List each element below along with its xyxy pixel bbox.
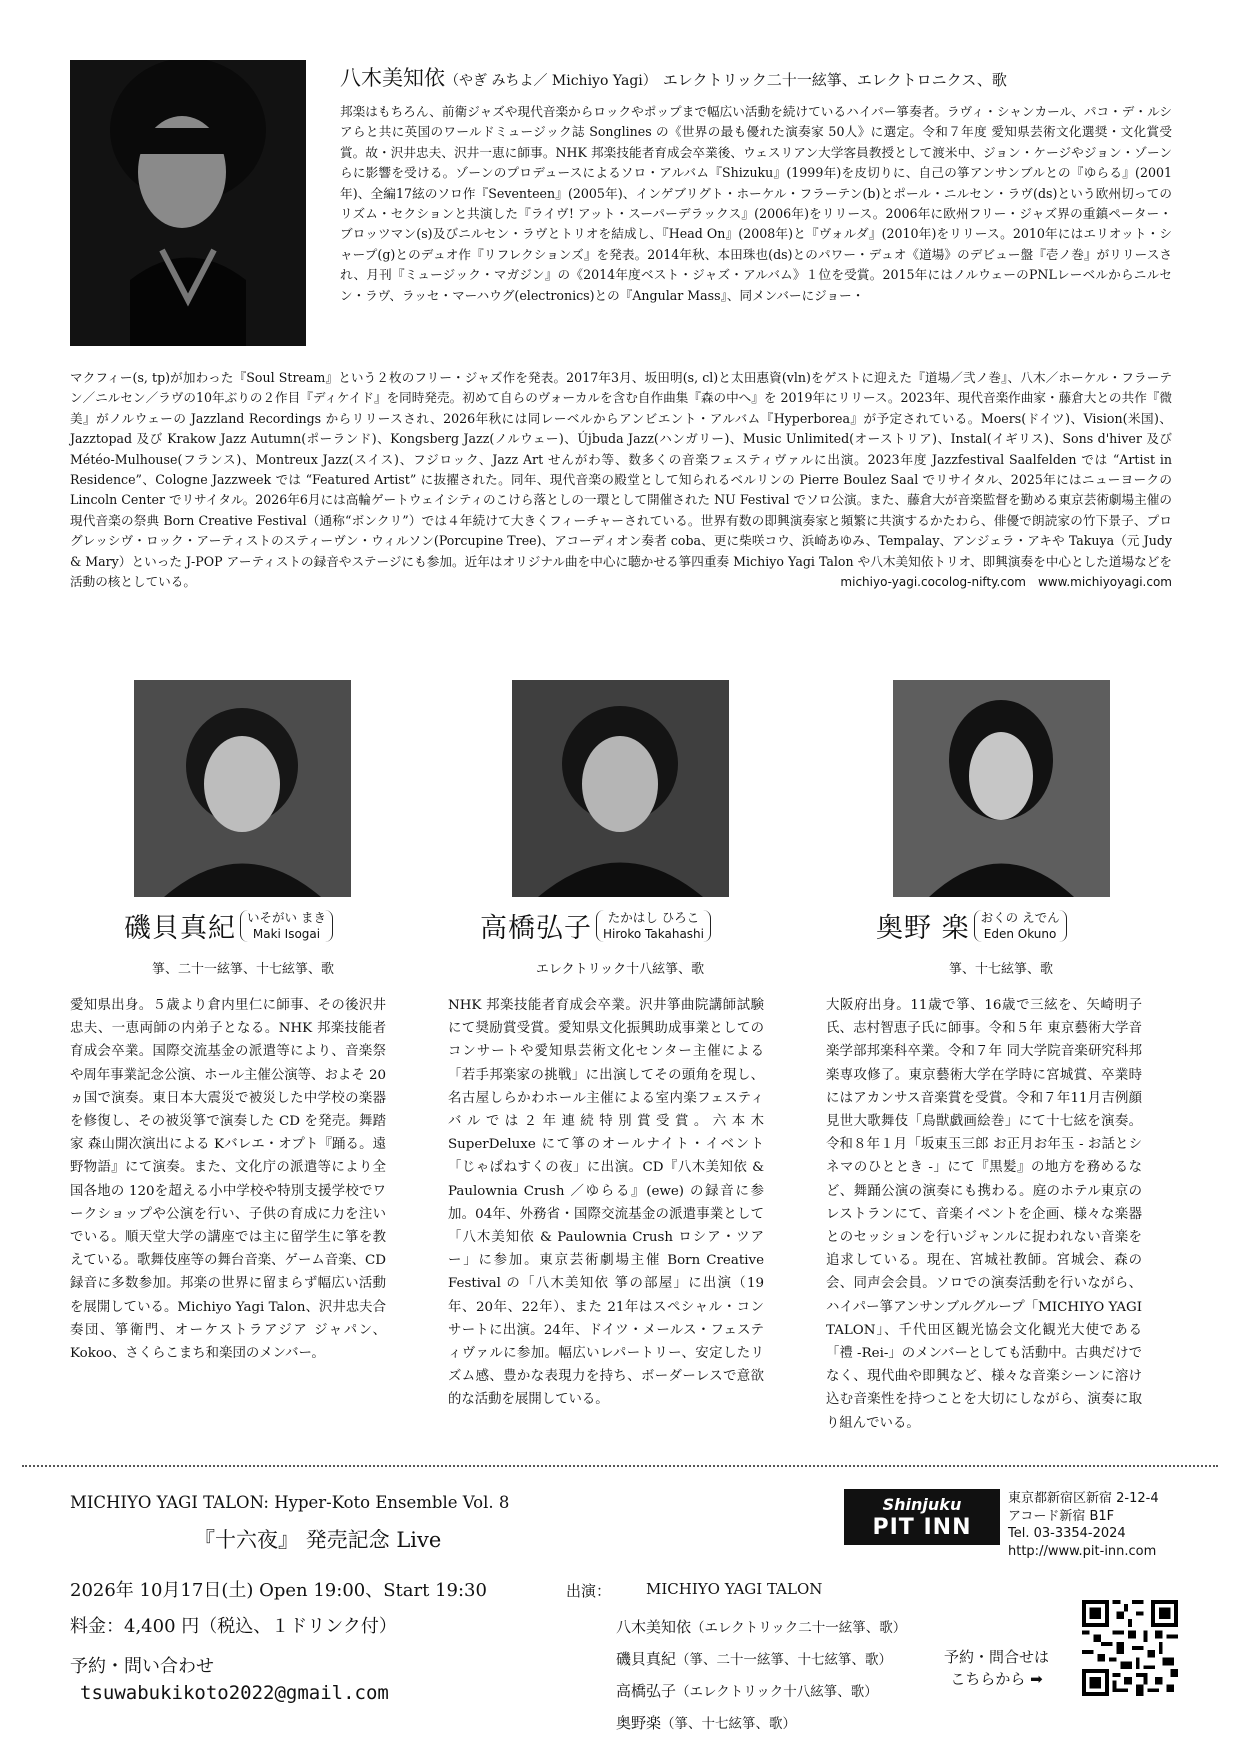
performer-name: 高橋弘子 [616,1682,677,1700]
lead-artist-urls: michiyo-yagi.cocolog-nifty.com www.michiyoyagi.com [840,575,1172,590]
member-name-jp: 高橋弘子 [480,913,592,944]
event-price: 料金：4,400 円（税込、１ドリンク付） [70,1616,397,1637]
lead-artist-bio-wide [70,368,1172,592]
member-role-isogai: 箏、二十一絃箏、十七絃箏、歌 [151,962,334,977]
performer-role: （エレクトリック二十一絃箏、歌） [691,1620,907,1636]
qr-note-line1: 予約・問合せは [944,1648,1050,1666]
member-romaji: Eden Okuno [983,926,1057,941]
venue-address-line2: アコード新宿 B1F [1008,1508,1115,1524]
performer-role: （箏、十七絃箏、歌） [661,1716,797,1732]
venue-address-line1: 東京都新宿区新宿 2-12-4 [1008,1491,1159,1506]
member-photo-takahashi [512,680,729,897]
lead-artist-bio-continued: マクフィー(s, tp)が加わった『Soul Stream』という２枚のフリー・ジャズ作を発表。2017年3月、坂田明(s, cl)と太田惠資(vln)をゲストに迎えた『道場／弐ノ巻』、八木／ホーケル・フラーテン／ニルセン／ラヴの10年ぶりの２作目『ディケイド』を同時発売。初めて自らのヴォーカルを含む自作曲集『森の中へ』を 2019年にリリース。2023年、現代音楽作曲家・藤倉大との共作『微美』がノルウェーの Jazzland Recordings からリリースされ、2026年秋には同レーベルからアンビエント・アルバム『Hyperborea』が予定されている。Moers(ドイツ)、Vision(米国)、Jazztopad 及び Krakow Jazz Autumn(ポーランド)、Kongsberg Jazz(ノルウェー)、Újbuda Jazz(ハンガリー)、Music Unlimited(オーストリア)、Instal(イギリス)、Sons d'hiver 及び Météo-Mulhouse(フランス)、Montreux Jazz(スイス)、フジロック、Jazz Art せんがわ等、数多くの音楽フェスティヴァルに出演。2023年度 Jazzfestival Saalfelden では “Artist in Residence”、Cologne Jazzweek では “Featured Artist” に抜擢された。同年、現代音楽の殿堂として知られるベルリンの Pierre Boulez Saal でリサイタル、2025年にはニューヨークの Lincoln Center でリサイタル。2026年6月には高輪ゲートウェイシティのこけら落としの一環として開催された NU Festival でソロ公演。また、藤倉大が音楽監督を勤める東京芸術劇場主催の現代音楽の祭典 Born Creative Festival（通称“ボンクリ”）では４年続けて大きくフィーチャーされている。世界有数の即興演奏家と頻繁に共演するかたわら、俳優で朗読家の竹下景子、プログレッシヴ・ロック・アーティストのスティーヴン・ウィルソン(Porcupine Tree)、アコーディオン奏者 coba、更に柴咲コウ、浜崎あゆみ、Tempalay、アンジェラ・アキや Takuya（元 Judy & Mary）といった J-POP アーティストの録音やステージにも参加。近年はオリジナル曲を中心に聴かせる箏四重奏 Michiyo Yagi Talon や八木美知依トリオ、即興演奏を中心とした道場などを活動の核としている。 [70,370,1172,590]
member-photo-okuno [893,680,1110,897]
qr-note-line2: こちらから ➡ [950,1670,1043,1688]
performer-role: （箏、二十一絃箏、十七絃箏、歌） [676,1652,893,1668]
performer-name: 八木美知依 [616,1618,692,1636]
performer-name: 奥野楽 [616,1714,662,1732]
member-name-jp: 奥野 楽 [876,913,970,944]
member-romaji: Maki Isogai [252,926,321,941]
member-reading: いそがい まき [247,909,326,925]
lead-artist-bio-top: 邦楽はもちろん、前衛ジャズや現代音楽からロックやポップまで幅広い活動を続けているハイパー箏奏者。ラヴィ・シャンカール、パコ・デ・ルシアらと共に英国のワールドミュージック誌 Songlines の《世界の最も優れた演奏家 50人》に選定。令和７年度 愛知県芸術文化選奨・文化賞受賞。故・沢井忠夫、沢井一恵に師事。NHK 邦楽技能者育成会卒業後、ウェスリアン大学客員教授として渡米中、ジョン・ケージやジョン・ゾーンらに影響を受ける。ゾーンのプロデュースによるソロ・アルバム『Shizuku』(1999年)を皮切りに、自己の箏アンサンブルとの『ゆらる』(2001年)、全編17絃のソロ作『Seventeen』(2005年)、インゲブリグト・ホーケル・フラーテン(b)とポール・ニルセン・ラヴ(ds)という欧州切っての リズム・セクションと共演した『ライヴ! アット・スーパーデラックス』(2006年)をリリース。2006年に欧州フリー・ジャズ界の重鎮ペーター・ブロッツマン(s)及びニルセン・ラヴとトリオを結成し、『Head On』(2008年)と『ヴォルダ』(2010年)をリリース。2010年にはエリオット・シャープ(g)とのデュオ作『リフレクションズ』を発表。2014年秋、本田珠也(ds)とのパワー・デュオ《道場》のデビュー盤『壱ノ巻』がリリースされ、月刊『ミュージック・マガジン』の《2014年度ベスト・ジャズ・アルバム》１位を受賞。2015年にはノルウェーのPNLレーベルからニルセン・ラヴ、ラッセ・マーハウグ(electronics)との『Angular Mass』、同メンバーにジョー・ [340,104,1172,303]
member-bio-takahashi: NHK 邦楽技能者育成会卒業。沢井箏曲院講師試験にて奨励賞受賞。愛知県文化振興助成事業としてのコンサートや愛知県芸術文化センター主催による「若手邦楽家の挑戦」に出演してその頭角を現し、名古屋しらかわホール主催による室内楽フェスティバルでは２年連続特別賞受賞。六本木 SuperDeluxe にて箏のオールナイト・イベント「じゃぱねすくの夜」に出演。CD『八木美知依 & Paulownia Crush ／ゆらる』(ewe) の録音に参加。04年、外務省・国際交流基金の派遣事業として「八木美知依 & Paulownia Crush ロシア・ツアー」に参加。東京芸術劇場主催 Born Creative Festival の「八木美知依 箏の部屋」に出演（19年、20年、22年）、また 21年はスペシャル・コンサートに出演。24年、ドイツ・メールス・フェスティヴァルに参加。幅広いレパートリー、安定したリズム感、豊かな表現力を持ち、ボーダーレスで意欲的な活動を展開している。 [448,998,764,1408]
dotted-divider [22,1465,1218,1467]
performers-label: 出演： [566,1582,612,1600]
qr-note [944,1646,1049,1690]
member-name-isogai [124,906,333,945]
lead-artist-reading: （やぎ みちよ／ Michiyo Yagi） [445,73,657,89]
venue-url-link[interactable]: http://www.pit-inn.com [1008,1543,1157,1559]
venue-logo-line1: Shinjuku [882,1495,962,1514]
lead-artist-role: エレクトリック二十一絃箏、エレクトロニクス、歌 [662,71,1007,89]
member-bio-isogai: 愛知県出身。５歳より倉内里仁に師事、その後沢井忠夫、一恵両師の内弟子となる。NHK 邦楽技能者育成会卒業。国際交流基金の派遣等により、音楽祭や周年事業記念公演、ホール主催公演等、およそ 20ヵ国で演奏。東日本大震災で被災した中学校の楽器を修復し、その被災箏で演奏した CD を発売。舞踏家 森山開次演出による Kバレエ・オプト『踊る。遠野物語』にて演奏。また、文化庁の派遣等により全国各地の 120を超える小中学校や特別支援学校でワークショップや公演を行い、子供の育成に力を注いでいる。順天堂大学の講座では主に留学生に箏を教えている。歌舞伎座等の舞台音楽、ゲーム音楽、CD 録音に多数参加。邦楽の世界に留まらず幅広い活動を展開している。Michiyo Yagi Talon、沢井忠夫合奏団、箏衛門、オーケストラアジア ジャパン、Kokoo、さくらこまち和楽団のメンバー。 [70,998,386,1362]
event-contact-label: 予約・問い合わせ [70,1656,214,1677]
qr-code-icon [1082,1600,1178,1696]
member-reading-box [596,910,711,942]
member-name-okuno [876,906,1067,945]
performers-group: MICHIYO YAGI TALON [646,1580,823,1598]
event-title: 『十六夜』 発売記念 Live [194,1528,442,1552]
event-series: MICHIYO YAGI TALON: Hyper-Koto Ensemble Vol. 8 [70,1493,510,1512]
member-name-jp: 磯貝真紀 [124,913,236,944]
venue-logo-line2: PIT INN [872,1515,972,1540]
member-name-takahashi [480,906,711,945]
venue-logo [844,1489,1000,1545]
event-email-link[interactable]: tsuwabukikoto2022@gmail.com [80,1682,389,1704]
member-reading-box [974,910,1067,942]
member-reading: おくの えでん [980,909,1060,925]
performer-role: （エレクトリック十八絃箏、歌） [676,1684,878,1700]
lead-artist-photo [70,60,306,346]
member-role-okuno: 箏、十七絃箏、歌 [948,962,1053,977]
performer-item [616,1708,906,1740]
member-photo-isogai [134,680,351,897]
venue-info [1008,1490,1159,1560]
performer-item [616,1612,906,1644]
performer-item [616,1676,906,1708]
lead-artist-heading [340,62,1007,92]
event-datetime: 2026年 10月17日(土) Open 19:00、Start 19:30 [70,1580,487,1601]
member-bio-okuno: 大阪府出身。11歳で箏、16歳で三絃を、矢崎明子氏、志村智恵子氏に師事。令和５年 東京藝術大学音楽学部邦楽科卒業。令和７年 同大学院音楽研究科邦楽専攻修了。東京藝術大学在学時に宮城賞、卒業時にはアカンサス音楽賞を受賞。令和７年11月吉例顔見世大歌舞伎「鳥獣戯画絵巻」にて十七絃を演奏。令和８年１月「坂東玉三郎 お正月お年玉 - お話とシネマのひととき -」にて『黒髪』の地方を務めるなど、舞踊公演の演奏にも携わる。庭のホテル東京のレストランにて、音楽イベントを企画、様々な楽器とのセッションを行いジャンルに捉われない音楽を追求している。現在、宮城社教師。宮城会、森の会、同声会会員。ソロでの演奏活動を行いながら、ハイパー箏アンサンブルグループ「MICHIYO YAGI TALON」、千代田区観光協会文化観光大使である「禮 -Rei-」のメンバーとしても活動中。古典だけでなく、現代曲や即興など、様々な音楽シーンに溶け込む音楽性を持つことを大切にしながら、演奏に取り組んでいる。 [826,998,1142,1431]
performer-item [616,1644,906,1676]
member-romaji: Hiroko Takahashi [603,926,704,941]
qr-code[interactable] [1082,1600,1178,1696]
venue-tel: Tel. 03-3354-2024 [1008,1526,1126,1541]
performer-name: 磯貝真紀 [616,1650,677,1668]
performers-list [616,1612,906,1740]
member-reading-box [240,910,333,942]
member-reading: たかはし ひろこ [607,909,700,925]
member-role-takahashi: エレクトリック十八絃箏、歌 [535,962,705,977]
lead-artist-name: 八木美知依 [340,66,445,90]
